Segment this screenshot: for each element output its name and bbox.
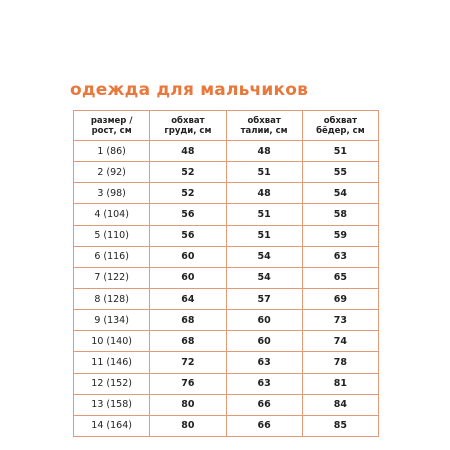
waist-cell: 63 (226, 352, 302, 373)
table-row (74, 183, 379, 204)
size-cell: 5 (110) (74, 225, 150, 246)
header-line: талии, см (240, 125, 288, 136)
waist-cell: 60 (226, 331, 302, 352)
table-row (74, 331, 379, 352)
chest-cell: 68 (150, 331, 226, 352)
chest-cell: 52 (150, 183, 226, 204)
waist-cell: 51 (226, 162, 302, 183)
size-cell: 14 (164) (74, 415, 150, 436)
header-line: груди, см (164, 125, 212, 136)
table-row (74, 288, 379, 309)
table-row (74, 246, 379, 267)
header-line: рост, см (91, 125, 132, 136)
size-cell: 3 (98) (74, 183, 150, 204)
hips-cell: 59 (302, 225, 378, 246)
waist-cell: 63 (226, 373, 302, 394)
chest-cell: 72 (150, 352, 226, 373)
waist-cell: 66 (226, 415, 302, 436)
size-chart-table (73, 110, 379, 437)
hips-cell: 65 (302, 267, 378, 288)
table-row (74, 394, 379, 415)
hips-cell: 51 (302, 141, 378, 162)
size-cell: 1 (86) (74, 141, 150, 162)
chest-cell: 80 (150, 394, 226, 415)
hips-cell: 63 (302, 246, 378, 267)
chest-cell: 52 (150, 162, 226, 183)
waist-cell: 57 (226, 288, 302, 309)
table-row (74, 204, 379, 225)
hips-cell: 78 (302, 352, 378, 373)
chest-cell: 48 (150, 141, 226, 162)
waist-cell: 48 (226, 141, 302, 162)
hips-cell: 84 (302, 394, 378, 415)
size-cell: 11 (146) (74, 352, 150, 373)
chest-cell: 56 (150, 225, 226, 246)
hips-cell: 55 (302, 162, 378, 183)
size-cell: 6 (116) (74, 246, 150, 267)
header-line: обхват (323, 115, 358, 126)
chest-cell: 68 (150, 310, 226, 331)
size-cell: 12 (152) (74, 373, 150, 394)
header-line: обхват (247, 115, 281, 126)
table-row (74, 310, 379, 331)
table-row (74, 141, 379, 162)
size-cell: 7 (122) (74, 267, 150, 288)
waist-cell: 54 (226, 246, 302, 267)
hips-cell: 74 (302, 331, 378, 352)
hips-cell: 85 (302, 415, 378, 436)
table-header-row (74, 111, 379, 141)
hips-cell: 58 (302, 204, 378, 225)
chest-cell: 80 (150, 415, 226, 436)
waist-cell: 51 (226, 225, 302, 246)
waist-cell: 66 (226, 394, 302, 415)
waist-cell: 51 (226, 204, 302, 225)
chest-cell: 60 (150, 267, 226, 288)
page-title: одежда для мальчиков (70, 80, 309, 100)
header-line: обхват (171, 115, 205, 126)
chest-cell: 76 (150, 373, 226, 394)
header-line: бёдер, см (316, 125, 365, 136)
table-row (74, 373, 379, 394)
table-row (74, 352, 379, 373)
chest-cell: 64 (150, 288, 226, 309)
hips-cell: 73 (302, 310, 378, 331)
waist-cell: 60 (226, 310, 302, 331)
size-cell: 8 (128) (74, 288, 150, 309)
size-cell: 9 (134) (74, 310, 150, 331)
table-row (74, 162, 379, 183)
size-cell: 4 (104) (74, 204, 150, 225)
hips-cell: 81 (302, 373, 378, 394)
waist-cell: 54 (226, 267, 302, 288)
header-chest (150, 111, 226, 141)
table-row (74, 415, 379, 436)
waist-cell: 48 (226, 183, 302, 204)
size-cell: 10 (140) (74, 331, 150, 352)
size-cell: 13 (158) (74, 394, 150, 415)
hips-cell: 54 (302, 183, 378, 204)
header-waist (226, 111, 302, 141)
table-body (74, 141, 379, 437)
size-cell: 2 (92) (74, 162, 150, 183)
table-row (74, 267, 379, 288)
header-line: размер / (90, 115, 133, 126)
table-row (74, 225, 379, 246)
chest-cell: 60 (150, 246, 226, 267)
header-hips (302, 111, 378, 141)
hips-cell: 69 (302, 288, 378, 309)
chest-cell: 56 (150, 204, 226, 225)
header-size-height (74, 111, 150, 141)
